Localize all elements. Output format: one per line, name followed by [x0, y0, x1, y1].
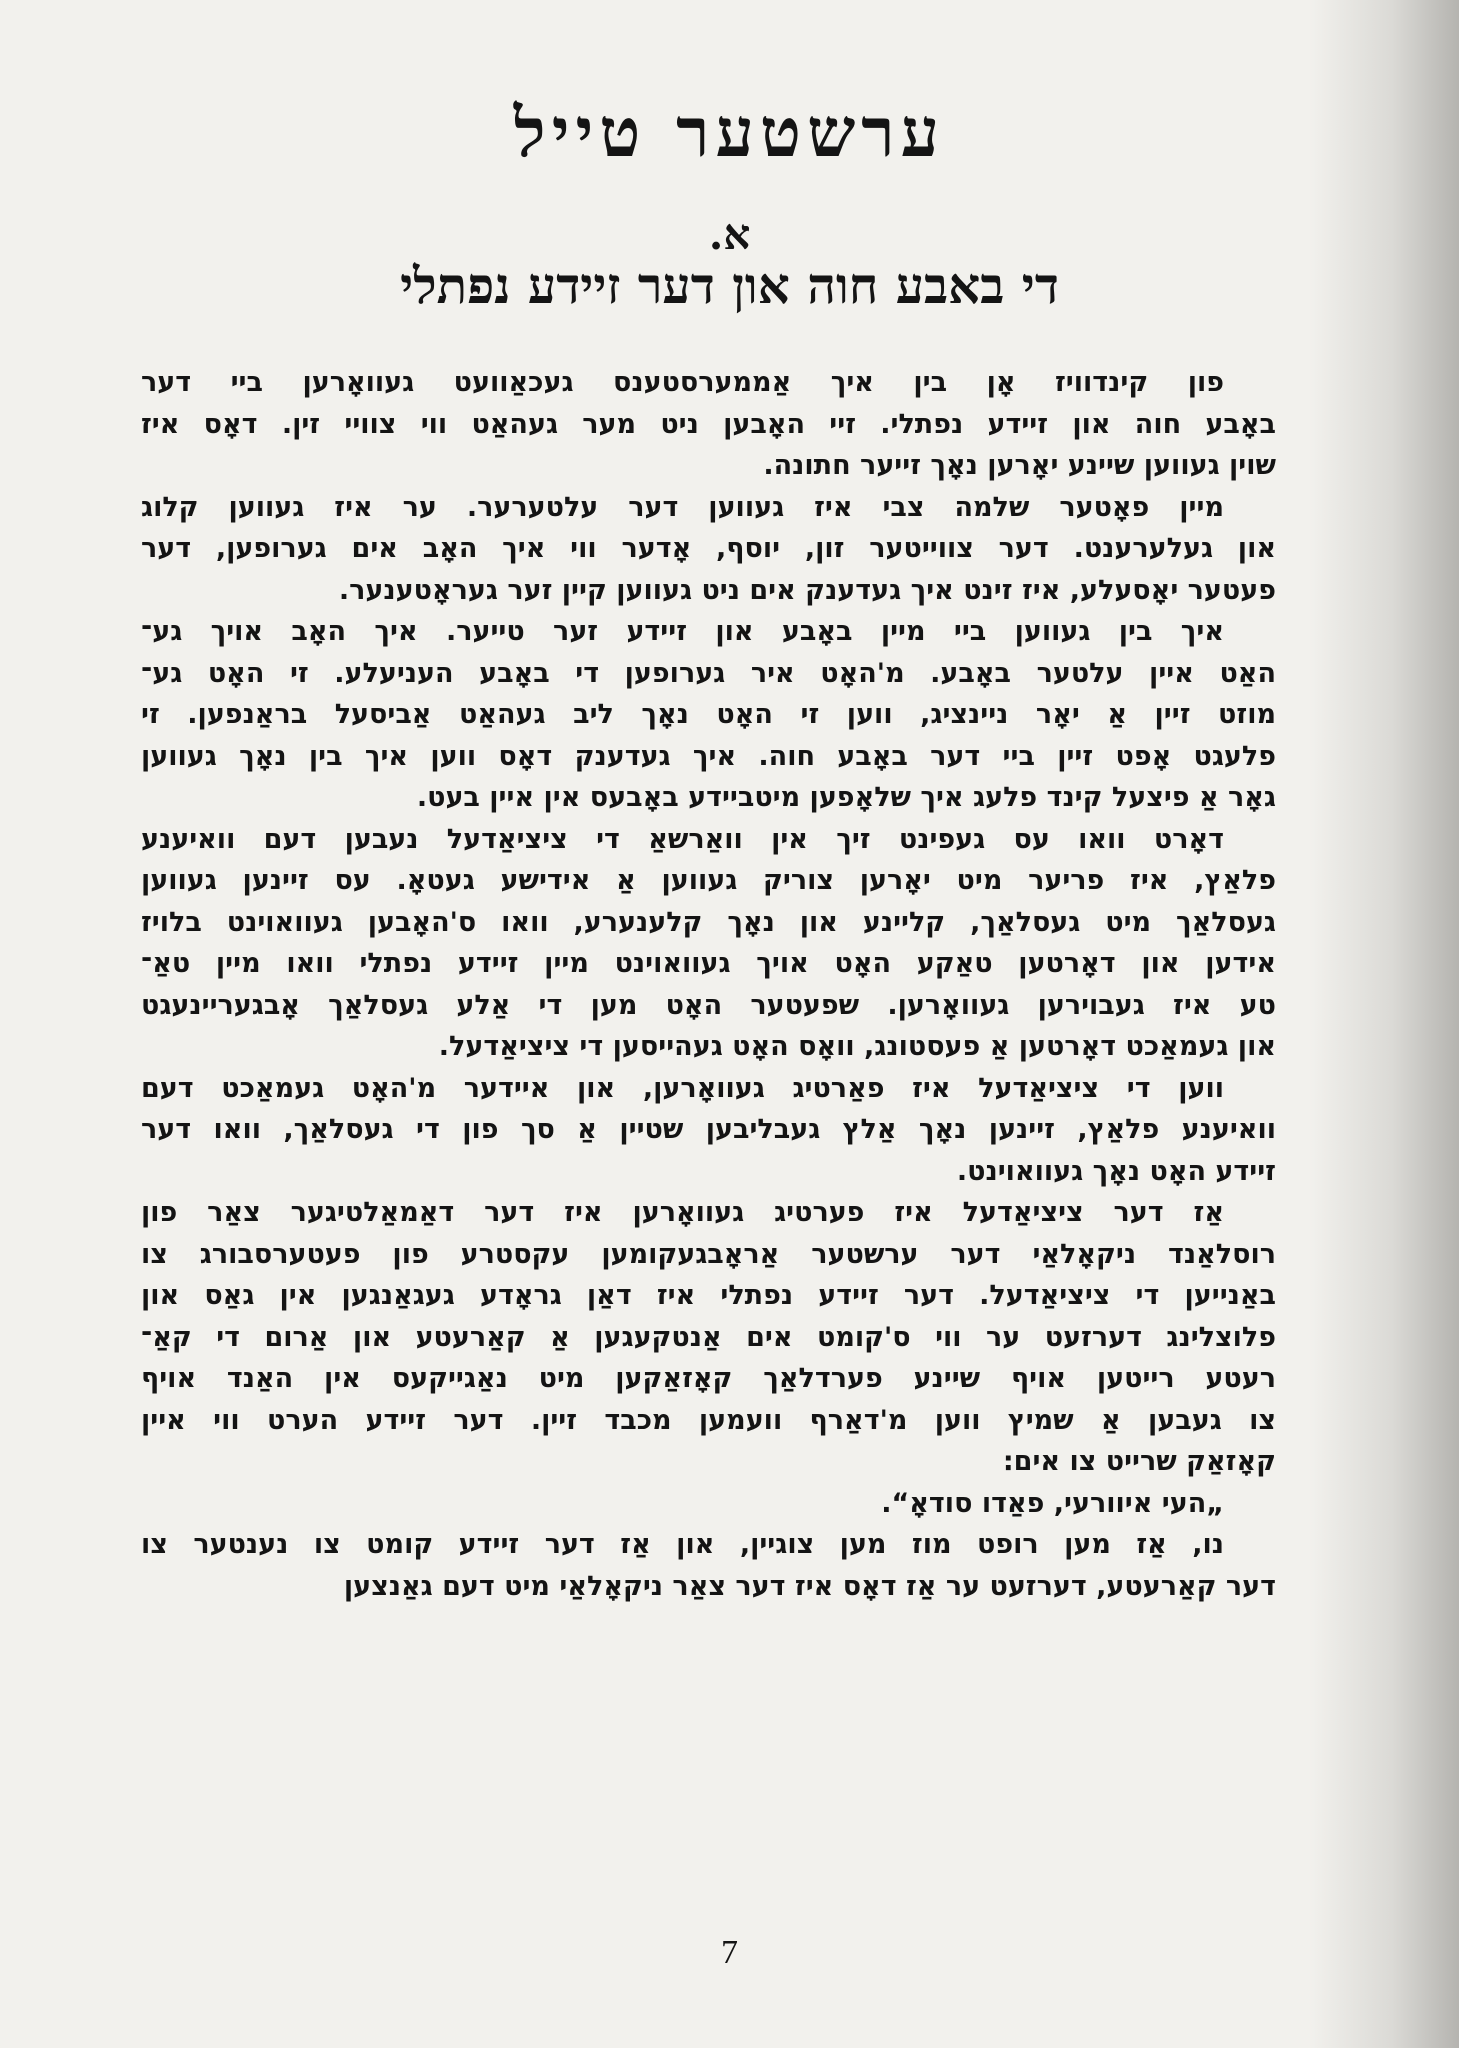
- paragraph: [141, 487, 1276, 612]
- text-line: פלוצלינג דערזעט ער ווי ס'קומט אים אַנטקעגען אַ קאַרעטע און אַרום די קאַ־: [141, 1321, 1276, 1353]
- text-line: מוזט זיין אַ יאָר ניינציג, ווען זי האָט נאָך ליב געהאַט אַביסעל בראַנפען. זי: [141, 699, 1276, 730]
- text-line: „העי איוורעי, פאַדו סודאָ“.: [881, 1487, 1224, 1519]
- text-line: רעטע רייטען אויף שיינע פערדלאַך קאָזאַקען מיט נאַגייקעס אין האַנד אויף: [141, 1363, 1276, 1394]
- text-line: שוין געווען שיינע יאָרען נאָך זייער חתונה.: [763, 450, 1276, 481]
- text-line: איך בין געווען ביי מיין באָבע און זיידע זער טייער. איך האָב אויך גע־: [141, 616, 1224, 647]
- text-line: אַז דער ציציאַדעל איז פערטיג געוואָרען איז דער דאַמאַלטיגער צאַר פון: [141, 1197, 1224, 1228]
- text-line: פלעגט אָפט זיין ביי דער באָבע חוה. איך געדענק דאָס ווען איך בין נאָך געווען: [141, 740, 1276, 772]
- paragraph: [141, 362, 1276, 487]
- text-line: צו געבען אַ שמיץ ווען מ'דאַרף וועמען מכבד זיין. דער זיידע הערט ווי איין: [141, 1404, 1276, 1436]
- paragraph: [141, 1483, 1276, 1525]
- text-line: ווען די ציציאַדעל איז פאַרטיג געוואָרען, און איידער מ'האָט געמאַכט דעם: [141, 1072, 1224, 1104]
- text-line: דאָרט וואו עס געפינט זיך אין וואַרשאַ די ציציאַדעל נעבען דעם וואיענע: [141, 823, 1224, 855]
- text-line: מיין פאָטער שלמה צבי איז געווען דער עלטערער. ער איז געווען קלוג: [141, 491, 1224, 523]
- page-number: 7: [721, 1934, 738, 1971]
- text-line: וואיענע פלאַץ, זיינען נאָך אַלץ געבליבען שטיין אַ סך פון די געסלאַך, וואו דער: [141, 1114, 1276, 1145]
- paragraph: [141, 1524, 1276, 1607]
- text-line: רוסלאַנד ניקאָלאַי דער ערשטער אַראָבגעקומען עקסטרע פון פעטערסבורג צו: [141, 1238, 1276, 1270]
- text-line: און געלערענט. דער צווייטער זון, יוסף, אָדער ווי איך האָב אים גערופען, דער: [141, 533, 1276, 564]
- text-line: און געמאַכט דאָרטען אַ פעסטונג, וואָס האָט געהייסען די ציציאַדעל.: [438, 1031, 1276, 1062]
- text-line: פון קינדוויז אָן בין איך אַממערסטענס געכאַוועט געוואָרען ביי דער: [141, 367, 1224, 398]
- paragraph: [141, 1068, 1276, 1193]
- text-line: באַנייען די ציציאַדעל. דער זיידע נפתלי איז דאַן גראָדע געגאַנגען אין גאַס און: [141, 1280, 1276, 1311]
- text-line: טע איז געבוירען געוואָרען. שפעטער האָט מען די אַלע געסלאַך אָבגעריינעגט: [141, 989, 1276, 1021]
- text-line: קאָזאַק שרייט צו אים:: [1002, 1446, 1276, 1477]
- paragraph: [141, 819, 1276, 1068]
- paragraph: [141, 611, 1276, 819]
- section-letter: א.: [708, 210, 751, 259]
- page-title: ערשטער טייל: [513, 93, 946, 173]
- text-line: גאָר אַ פיצעל קינד פלעג איך שלאָפען מיטביידע באָבעס אין איין בעט.: [416, 782, 1276, 813]
- text-line: נו, אַז מען רופט מוז מען צוגיין, און אַז דער זיידע קומט צו נענטער צו: [141, 1529, 1224, 1560]
- text-line: אידען און דאָרטען טאַקע האָט אויך געוואוינט מיין זיידע נפתלי וואו מיין טאַ־: [141, 948, 1276, 979]
- body-text: [141, 362, 1276, 1607]
- text-line: געסלאַך מיט געסלאַך, קליינע און נאָך קלענערע, וואו ס'האָבען געוואוינט בלויז: [141, 906, 1276, 938]
- chapter-subtitle: די באבע חוה און דער זיידע נפתלי: [400, 256, 1059, 315]
- text-line: באָבע חוה און זיידע נפתלי. זיי האָבען ניט מער געהאַט ווי צוויי זין. דאָס איז: [141, 408, 1276, 440]
- text-line: האַט איין עלטער באָבע. מ'האָט איר גערופען די באָבע העניעלע. זי האָט גע־: [141, 657, 1276, 689]
- text-line: פעטער יאָסעלע, איז זינט איך געדענק אים ניט געווען קיין זער געראָטענער.: [338, 574, 1276, 606]
- text-line: דער קאַרעטע, דערזעט ער אַז דאָס איז דער צאַר ניקאָלאַי מיט דעם גאַנצען: [343, 1570, 1276, 1602]
- text-line: זיידע האָט נאָך געוואוינט.: [956, 1155, 1276, 1187]
- text-line: פלאַץ, איז פריער מיט יאָרען צוריק געווען אַ אידישע געטאָ. עס זיינען געווען: [141, 865, 1276, 896]
- paragraph: [141, 1192, 1276, 1483]
